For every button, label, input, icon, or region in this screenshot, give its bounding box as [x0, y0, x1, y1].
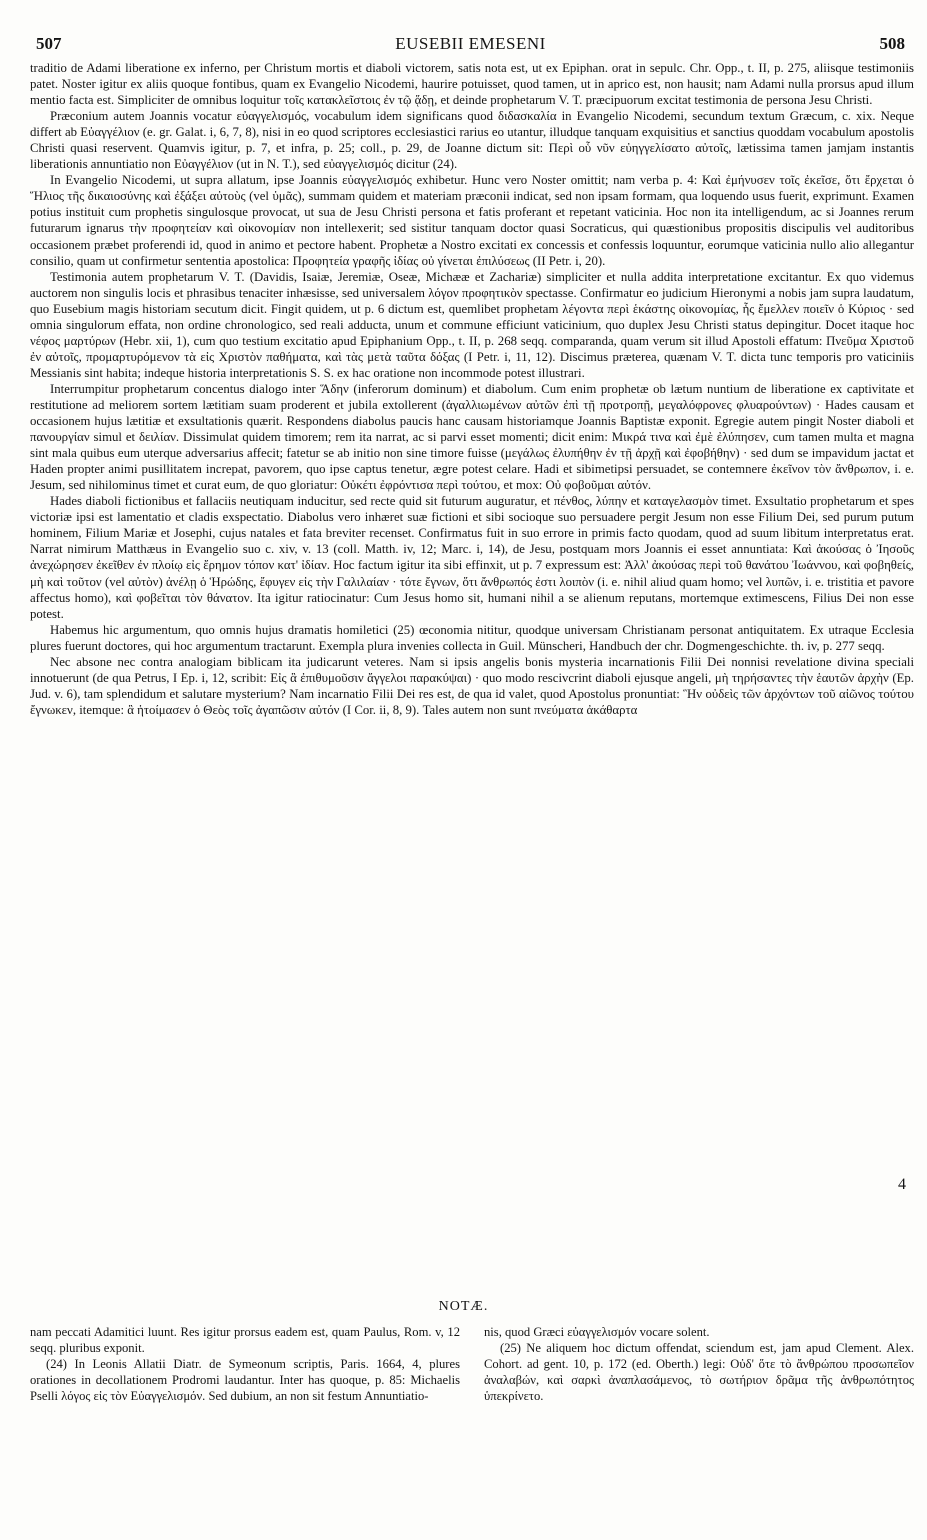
paragraph: Interrumpitur prophetarum concentus dialogo inter Ἅδην (inferorum dominum) et diabolum. Cum enim prophetæ ob lætum nuntium de liberatione ex captivitate et restitutione ad meliorem sortem lætitiam suam proderent et jubila extollerent (ἀγαλλιωμένων αὐτῶν ἐπὶ τῇ προτροπῇ, μεγαλόφρονες φλυαρούντων) · Hades causam et occasionem hujus lætitiæ et exsultationis quærit. Respondens diabolus paucis hanc causam historiamque Joannis Baptistæ exponit. Egregie autem pingit Noster diaboli et πανουργίαν simul et δειλίαν. Dissimulat quidem timorem; rem ita narrat, ac si parvi esset momenti; dicit enim: Μικρά τινα καὶ ἐμὲ ἐλύπησεν, cum tamen multa et magna sint mala quibus eum uterque adversarius affecit; fatetur se ab initio non sine timore fuisse (μεγάλως ἐλυπήθην ἐν τῇ ἀρχῇ καὶ ἐφοβήθην) · sed dum se impavidum jactat et Haden propter animi pusillitatem increpat, pavorem, quo ipse captus tenetur, ægre potest celare. Hadi et sibimetipsi persuadet, se contemnere ἐκεῖνον τὸν ἄνθρωπον, i. e. Jesum, sed nihilominus timet et curat eum, de quo gloriatur: Οὐκέτι ἐφρόντισα περὶ τούτου, et mox: Οὐ φοβοῦμαι αὐτόν. — [30, 381, 914, 493]
running-title: EUSEBII EMESENI — [395, 34, 546, 53]
paragraph: Testimonia autem prophetarum V. T. (Davidis, Isaiæ, Jeremiæ, Oseæ, Michææ et Zachariæ) simpliciter et nulla addita interpretatione excitantur. Ex quo videmus auctorem non singulis locis et phrasibus tenaciter inhæsisse, sed universalem λόγον προφητικὸν spectasse. Confirmatur eo judicium Hieronymi a nobis jam supra laudatum, quo Eusebium magis historiam secutum dicit. Fingit quidem, ut p. 6 dictum est, quemlibet prophetam λέγοντα περὶ ἑκάστης οἰκονομίας, ἧς ἔμελλεν ποιεῖν ὁ Κύριος · sed omnia singulorum effata, non ordine chronologico, sed reali adducta, unum et commune efficiunt vaticinium, quo duplex Jesu Christi status depingitur. Docet itaque hoc νέφος μαρτύρων (Hebr. xii, 1), cum quo testium excitatio apud Epiphanium Opp., t. II, p. 268 seqq. comparanda, quam verum sit illud Apostoli effatum: Πνεῦμα Χριστοῦ ἐν αὐτοῖς, προμαρτυρόμενον τὰ εἰς Χριστὸν παθήματα, καὶ τὰς μετὰ ταῦτα δόξας (I Petr. i, 11, 12). Discimus præterea, quænam V. T. dicta tunc temporis pro vaticiniis Messianis sint habita; indeque historia interpretationis S. S. ex hac oratione non incommode potest illustrari. — [30, 269, 914, 380]
margin-mark: 4 — [898, 1176, 906, 1193]
note: nam peccati Adamitici luunt. Res igitur prorsus eadem est, quam Paulus, Rom. v, 12 seqq. pluribus exponit. — [30, 1325, 460, 1355]
note: (24) In Leonis Allatii Diatr. de Symeonum scriptis, Paris. 1664, 4, plures orationes in decollationem Prodromi laudantur. Inter has quoque, p. 85: Michaelis Pselli λόγος εἰς τὸν Εὐαγγελισμόν. Sed dubium, an non sit festum Annuntiatio- — [30, 1357, 460, 1403]
note: (25) Ne aliquem hoc dictum offendat, sciendum est, jam apud Clement. Alex. Cohort. ad gent. 10, p. 172 (ed. Oberth.) legi: Οὐδ' ὅτε τὸ ἄνθρώπου προσωπεῖον ἀναλαβών, καὶ σαρκὶ ἀναπλασάμενος, τὸ σωτήριον δρᾶμα τῆς ἀνθρωπότητος ὑπεκρίνετο. — [484, 1341, 914, 1403]
notes-section — [30, 1324, 914, 1404]
running-header — [36, 34, 905, 58]
notes-title: NOTÆ. — [438, 1299, 489, 1314]
paragraph: Nec absone nec contra analogiam biblicam ita judicarunt veteres. Nam si ipsis angelis bonis mysteria incarnationis Filii Dei nonnisi revelatione divina speciali innotuerunt (de qua Petrus, I Ep. i, 12, scribit: Εἰς ἃ ἐπιθυμοῦσιν ἄγγελοι παρακύψαι) · quo modo rescivcrint diaboli ejusque angeli, μὴ τηρήσαντες τὴν ἑαυτῶν ἀρχὴν (Ep. Jud. v. 6), tam splendidum et salutare mysterium? Nam incarnatio Filii Dei res est, de qua id valet, quod Apostolus pronuntiat: Ἣν οὐδεὶς τῶν ἀρχόντων τοῦ αἰῶνος τούτου ἔγνωκεν, itemque: ἃ ἡτοίμασεν ὁ Θεὸς τοῖς ἀγαπῶσιν αὐτόν (I Cor. ii, 8, 9). Tales autem non sunt πνεύματα ἀκάθαρτα — [30, 654, 914, 717]
paragraph: In Evangelio Nicodemi, ut supra allatum, ipse Joannis εὐαγγελισμός exhibetur. Hunc vero Noster omittit; nam verba p. 4: Καὶ ἐμήνυσεν τοῖς ἐκεῖσε, ὅτι ἔρχεται ὁ Ἥλιος τῆς δικαιοσύνης καὶ ἐξάξει αὐτοὺς (vel ὑμᾶς), summam quidem et materiam præconii indicat, sed non ipsam formam, qua loquendo usus fuerit, exprimunt. Examen potius instituit cum prophetis singulosque provocat, ut sua de Jesu Christi persona et fatis proferant et repetant vaticinia. Hoc non ita intelligendum, ac si Joannes rerum futurarum ignarus τὴν προφητείαν καὶ οἰκονομίαν non intellexerit; sed sistitur tanquam doctor quasi Socraticus, qui quæstionibus propositis discipulis vel auditoribus occasionem præbet proferendi id, quod in animo et pectore habent. Prophetæ a Nostro excitati ex concessis et confessis loquuntur, eorumque vaticinia nullo alio allegantur consilio, quam ut confirmetur sententia apostolica: Προφητεία γραφῆς ἰδίας οὐ γίνεται ἐπιλύσεως (II Petr. i, 20). — [30, 173, 914, 268]
paragraph: Hades diaboli fictionibus et fallaciis neutiquam inducitur, sed recte quid sit futurum auguratur, et πένθος, λύπην et καταγελασμὸν timet. Exsultatio prophetarum et spes victoriæ ipsi est lamentatio et cladis exspectatio. Diabolus vero inhæret suæ fictioni et sibi socioque suo persuadere pergit Jesum non esse Filium Dei, sed purum putum hominem, Filium Mariæ et Josephi, cujus natales et fata breviter recenset. Confirmatus fuit in suo errore in primis facto quodam, quod ad suum libitum interpretatus erat. Narrat nimirum Matthæus in Evangelio suo c. xiv, v. 13 (coll. Matth. iv, 12; Marc. i, 14), de Jesu, postquam mors Joannis ei esset annuntiata: Καὶ ἀκούσας ὁ Ἰησοῦς ἀνεχώρησεν ἐκεῖθεν ἐν πλοίῳ εἰς ἔρημον τόπον κατ' ἰδίαν. Hoc factum igitur ita sibi effinxit, ut p. 7 expressum est: Ἀλλ' ἀκούσας περὶ τοῦ θανάτου Ἰωάννου, καὶ φοβηθείς, μὴ καὶ τοῦτον (vel αὐτὸν) ἀνέλῃ ὁ Ἡρώδης, ἔφυγεν εἰς τὴν Γαλιλαίαν · τότε ἔγνων, ὅτι ἄνθρωπός ἐστι λοιπὸν (i. e. nihil aliud quam homo; vel λυπῶν, i. e. tristitia et pavore affectus homo), καὶ φοβεῖται τὸν θάνατον. Ita igitur ratiocinatur: Cum Jesus homo sit, humani nihil a se alienum reputans, mortemque extimescens, Filius Dei non esse potest. — [30, 494, 914, 621]
paragraph: Præconium autem Joannis vocatur εὐαγγελισμός, vocabulum idem significans quod διδασκαλία in Evangelio Nicodemi, secundum textum Græcum, c. xix. Neque differt ab Εὐαγγέλιον (e. gr. Galat. i, 6, 7, 8), nisi in eo quod scriptores ecclesiastici rarius eo utantur, illudque tanquam exquisitius et sanctius quoddam vocabulum apostolis Christi quasi reservent. Quamvis igitur, p. 7, et infra, p. 25; coll., p. 29, de Joanne dictum sit: Περὶ οὗ νῦν εὐηγγελίσατο αὐτοῖς, lætissima tamen jamjam instantis liberationis annuntiatio non Εὐαγγέλιον (ut in N. T.), sed εὐαγγελισμός dicitur (24). — [30, 109, 914, 172]
notes-right-column — [484, 1324, 914, 1404]
main-text — [30, 60, 914, 718]
paragraph: Habemus hic argumentum, quo omnis hujus dramatis homiletici (25) œconomia nititur, quodque universam Christianam personat antiquitatem. Ex utraque Ecclesia plures fuerunt doctores, qui hoc argumentum tractarunt. Exempla plura invenies collecta in Guil. Münscheri, Handbuch der chr. Dogmengeschichte. th. iv, p. 277 seqq. — [30, 622, 914, 653]
paragraph: traditio de Adami liberatione ex inferno, per Christum mortis et diaboli victorem, satis nota est, ut ex Epiphan. orat in sepulc. Chr. Opp., t. II, p. 275, aliisque testimoniis patet. Noster igitur ex aliis quoque fontibus, quam ex Evangelio Nicodemi, haurire potuisset, quod tamen, ut in aprico est, non hausit; nam Adami nulla prorsus apud illum mentio facta est. Simpliciter de omnibus loquitur τοῖς κατακλεῖστοις ἐν τῷ ᾅδῃ, et deinde prophetarum V. T. præcipuorum excitat testimonia de persona Jesu Christi. — [30, 61, 914, 108]
page-number-left: 507 — [36, 34, 62, 53]
notes-left-column — [30, 1324, 460, 1404]
note: nis, quod Græci εὐαγγελισμόν vocare solent. — [484, 1325, 710, 1339]
page-number-right: 508 — [879, 34, 905, 53]
